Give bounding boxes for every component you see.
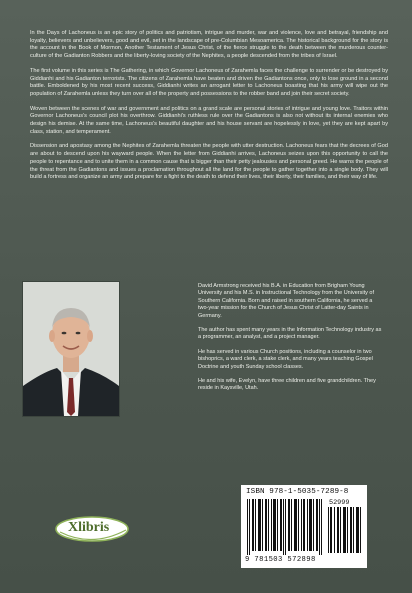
publisher-logo [52,514,142,546]
blurb-paragraph: In the Days of Lachoneus is an epic story of politics and patriotism, intrigue and murder, war and violence, love and betrayal, friendship and loyalty, believers and unbelievers, good and evil, set in the landscape of pre-Columbian Mesoamerica. The historical background for the story is the account in the Book of Mormon, Another Testament of Jesus Christ, of the fierce struggle to the death between the murderous counter-culture of the Gadianton Robbers and the liberty-loving society of the Nephites, a people descended from the tribes of Israel. [30,30,388,60]
bio-paragraph: He has served in various Church positions, including a counselor in two bishoprics, a ward clerk, a stake clerk, and many years teaching Gospel Doctrine and youth Sunday school classes. [198,348,373,370]
bio-paragraph: David Armstrong received his B.A. in Education from Brigham Young University and his M.S. in Instructional Technology from the University of Southern California. Born and raised in southern California, he served a two-year mission for the Church of Jesus Christ of Latter-day Saints in Germany. [198,283,374,319]
author-bio [198,283,384,400]
blurb-paragraph: Dissension and apostasy among the Nephites of Zarahemla threaten the people with utter destruction. Lachoneus fears that the decrees of God are about to descend upon his wayward people. When the letter from Giddianhi arrives, Lachoneus seizes upon this opportunity to call the people to repentance and to unite them in a common cause that is bigger than their petty jealousies and personal greed. He warns the people of the threat from the Gadiantons and issues a proclamation throughout all the land for the people to gather together into a single body. They will build a fortress and organize an army and prepare for a fight to the death to defend their lives, their liberty, their families, and their way of life. [30,143,388,181]
author-section [22,281,392,421]
price-code: 52999 [329,499,350,507]
blurb-paragraph: Woven between the scenes of war and government and politics on a grand scale are personal stories of intrigue and young love. Traitors within Governor Lachoneus's council plot his overthrow. Giddianhi's ruthless rule over the Gadiantons is also not without its internal enemies who design his demise. At the same time, Lachoneus's beautiful daughter and his house servant are hopelessly in love, yet they are kept apart by class, station, and temperament. [30,105,388,135]
barcode-number: 9 781503 572898 [245,556,316,564]
book-blurb [30,30,388,189]
addon-barcode-icon [328,507,362,553]
publisher-logo-text: Xlibris [68,520,110,535]
barcode-bars-icon [247,499,323,555]
blurb-paragraph: The first volume in this series is The Gathering, in which Governor Lachoneus of Zarahemla faces the challenge to surrender or be destroyed by Giddianhi and his Gadianton terrorists. The citizens of Zarahemla have beaten and driven the Gadiantons once, only to lose ground in a second battle. Emboldened by his most recent success, Giddianhi writes an arrogant letter to Lachoneus boasting that his army will wipe out the population of Zarahemla unless they turn over all of the property and possessions to the robber band and join their secret society. [30,67,388,97]
author-photo [22,281,120,417]
author-portrait-icon [23,282,119,416]
bio-paragraph: He and his wife, Evelyn, have three children and five grandchildren. They reside in Kaysville, Utah. [198,378,376,392]
isbn-barcode [241,485,367,568]
isbn-label: ISBN 978-1-5035-7289-8 [246,488,349,496]
bio-paragraph: The author has spent many years in the Information Technology industry as a programmer, an analyst, and a project manager. [198,327,382,341]
